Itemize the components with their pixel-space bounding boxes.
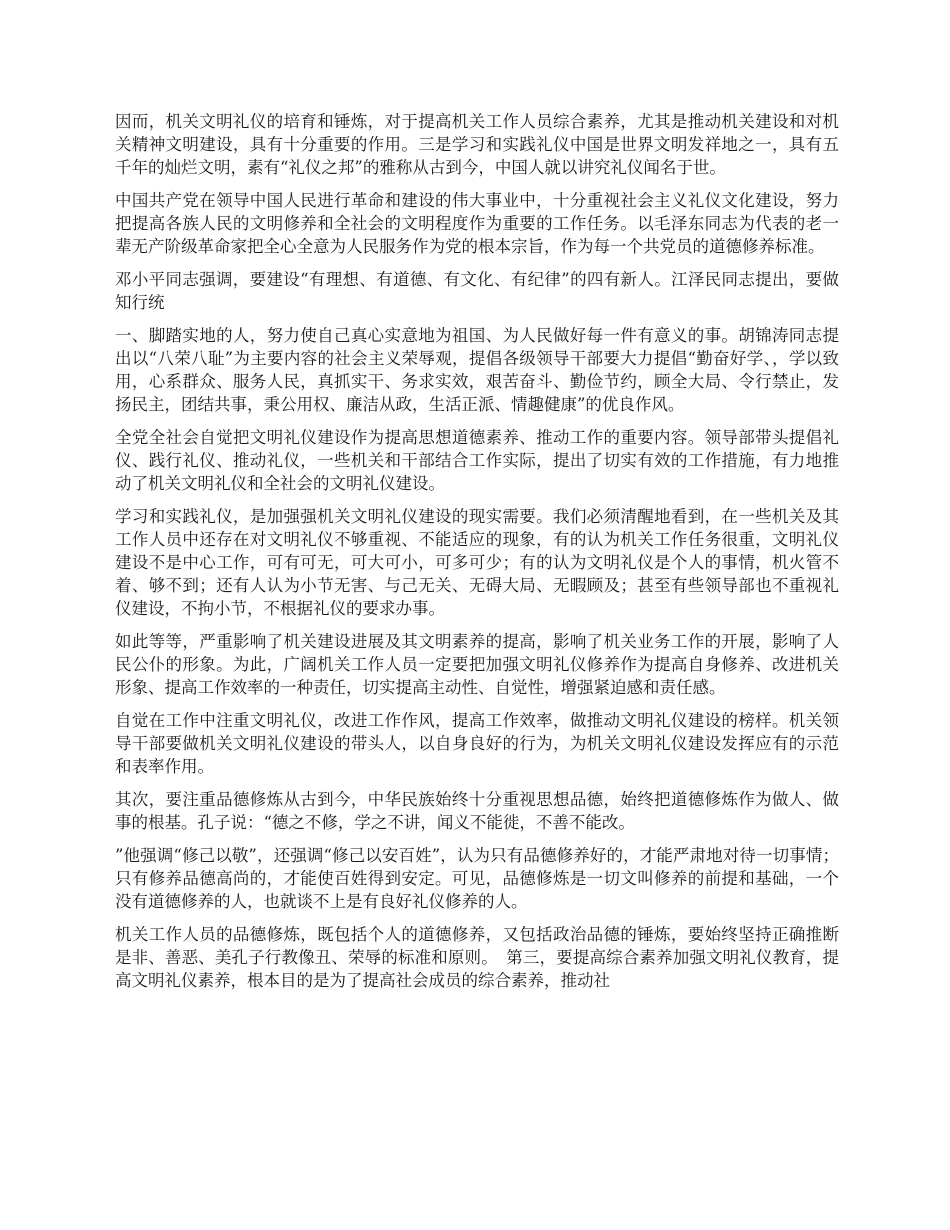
- paragraph-7: 如此等等，严重影响了机关建设进展及其文明素养的提高，影响了机关业务工作的开展，影响了人民公仆的形象。为此，广阔机关工作人员一定要把加强文明礼仪修养作为提高自身修养、改进机关形象、提高工作效率的一种责任，切实提高主动性、自觉性，增强紧迫感和责任感。: [115, 632, 839, 697]
- paragraph-2: 中国共产党在领导中国人民进行革命和建设的伟大事业中，十分重视社会主义礼仪文化建设，努力把提高各族人民的文明修养和全社会的文明程度作为重要的工作任务。以毛泽东同志为代表的老一辈无产阶级革命家把全心全意为人民服务作为党的根本宗旨，作为每一个共党员的道德修养标准。: [115, 191, 839, 256]
- paragraph-11: 机关工作人员的品德修炼，既包括个人的道德修养，又包括政治品德的锤炼，要始终坚持正确推断是非、善恶、美孔子行教像丑、荣辱的标准和原则。 第三，要提高综合素养加强文明礼仪教育，提高文明礼仪素养，根本目的是为了提高社会成员的综合素养，推动社: [115, 925, 839, 990]
- paragraph-5: 全党全社会自觉把文明礼仪建设作为提高思想道德素养、推动工作的重要内容。领导部带头提倡礼仪、践行礼仪、推动礼仪，一些机关和干部结合工作实际，提出了切实有效的工作措施，有力地推动了机关文明礼仪和全社会的文明礼仪建设。: [115, 428, 839, 493]
- paragraph-4: 一、脚踏实地的人，努力使自己真心实意地为祖国、为人民做好每一件有意义的事。胡锦涛同志提出以“八荣八耻”为主要内容的社会主义荣辱观，提倡各级领导干部要大力提倡“勤奋好学、，学以致用，心系群众、服务人民，真抓实干、务求实效，艰苦奋斗、勤俭节约，顾全大局、令行禁止，发扬民主，团结共事，秉公用权、廉洁从政，生活正派、情趣健康”的优良作风。: [115, 326, 839, 414]
- paragraph-1: 因而，机关文明礼仪的培育和锤炼，对于提高机关工作人员综合素养，尤其是推动机关建设和对机关精神文明建设，具有十分重要的作用。三是学习和实践礼仪中国是世界文明发祥地之一，具有五千年的灿烂文明，素有“礼仪之邦”的雅称从古到今，中国人就以讲究礼仪闻名于世。: [115, 112, 839, 177]
- document-body: [115, 110, 839, 1002]
- paragraph-10: ”他强调“修己以敬”，还强调“修己以安百姓”，认为只有品德修养好的，才能严肃地对待一切事情；只有修养品德高尚的，才能使百姓得到安定。可见，品德修炼是一切文叫修养的前提和基础，一个没有道德修养的人，也就谈不上是有良好礼仪修养的人。: [115, 846, 839, 911]
- paragraph-8: 自觉在工作中注重文明礼仪，改进工作作风，提高工作效率，做推动文明礼仪建设的榜样。机关领导干部要做机关文明礼仪建设的带头人，以自身良好的行为，为机关文明礼仪建设发挥应有的示范和表率作用。: [115, 711, 839, 776]
- paragraph-3: 邓小平同志强调，要建设“有理想、有道德、有文化、有纪律”的四有新人。江泽民同志提出，要做知行统: [115, 270, 839, 312]
- paragraph-6: 学习和实践礼仪，是加强强机关文明礼仪建设的现实需要。我们必须清醒地看到，在一些机关及其工作人员中还存在对文明礼仪不够重视、不能适应的现象，有的认为机关工作任务很重，文明礼仪建设不是中心工作，可有可无，可大可小，可多可少；有的认为文明礼仪是个人的事情，机火管不着、够不到；还有人认为小节无害、与己无关、无碍大局、无暇顾及；甚至有些领导部也不重视礼仪建设，不拘小节，不根据礼仪的要求办事。: [115, 507, 839, 618]
- paragraph-9: 其次，要注重品德修炼从古到今，中华民族始终十分重视思想品德，始终把道德修炼作为做人、做事的根基。孔子说：“德之不修，学之不讲，闻义不能徙，不善不能改。: [115, 790, 839, 832]
